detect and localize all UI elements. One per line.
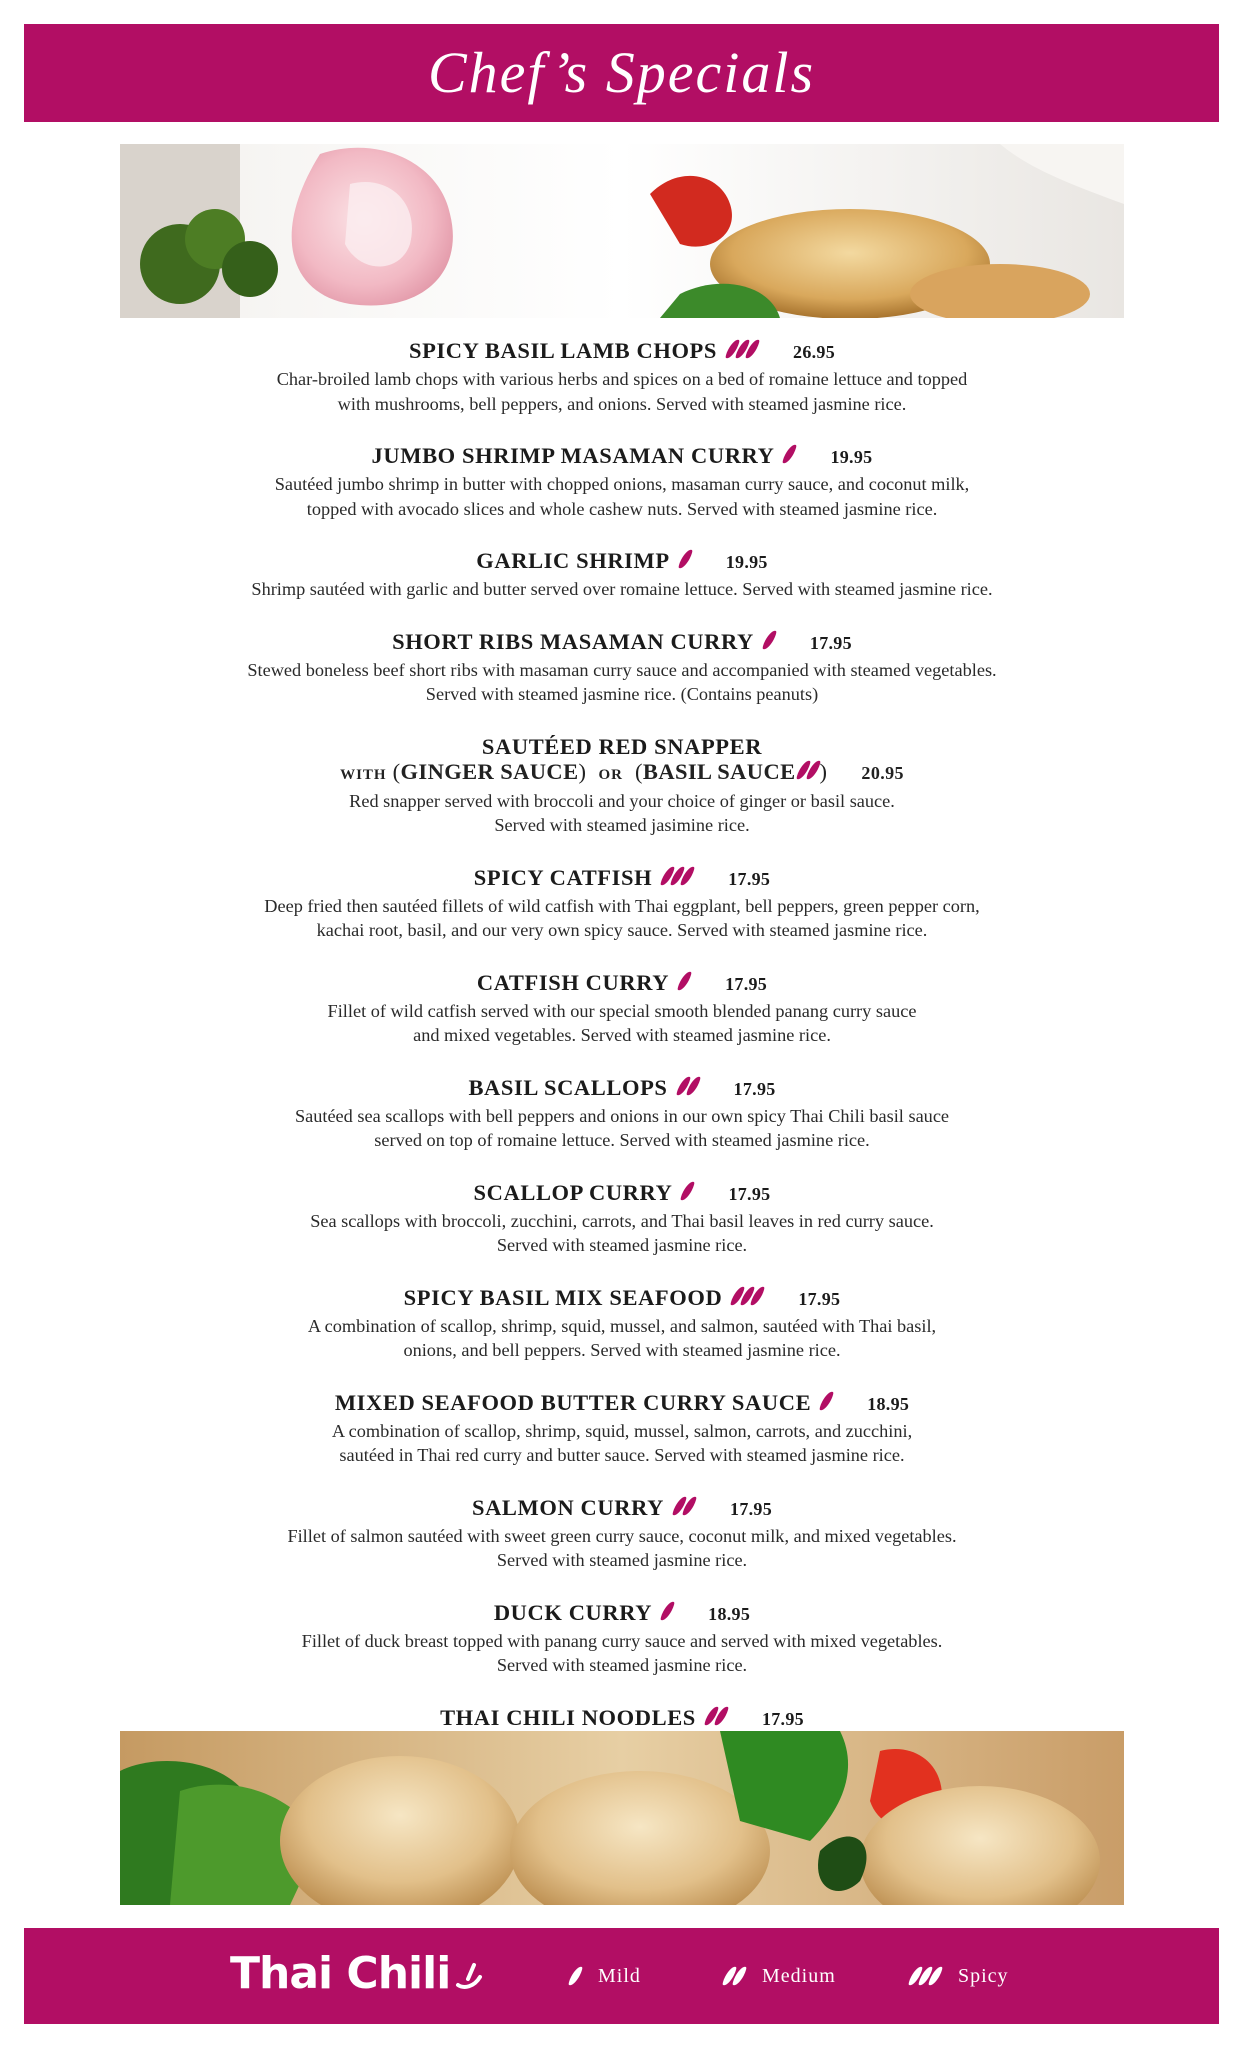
item-price: 18.95 (867, 1393, 910, 1414)
menu-item (120, 1390, 1124, 1468)
item-name: SCALLOP CURRY (473, 1179, 673, 1205)
bottom-food-photo (120, 1731, 1124, 1905)
mild-pepper-icon (572, 1930, 582, 2026)
menu-item (120, 1075, 1124, 1153)
item-name: THAI CHILI NOODLES (440, 1704, 696, 1730)
menu-item (120, 1180, 1124, 1258)
item-name: SPICY BASIL MIX SEAFOOD (403, 1284, 723, 1310)
item-sauce-options: WITH (GINGER SAUCE) OR (BASIL SAUCE ) 20.95 (120, 759, 1124, 788)
scallop-stirfry-image (120, 1731, 1124, 1905)
medium-level-icon (680, 1075, 700, 1103)
spicy-level-icon (664, 865, 694, 893)
mild-level-icon (681, 970, 691, 998)
mild-level-icon (823, 1390, 833, 1418)
item-name: JUMBO SHRIMP MASAMAN CURRY (371, 443, 775, 468)
page-title: Chef’s Specials (427, 40, 816, 105)
item-description: Sautéed jumbo shrimp in butter with chopped onions, masaman curry sauce, and coconut milk, topped with avocado slices and whole cashew nuts. Served with steamed jasmine rice. (274, 474, 970, 519)
spicy-level-icon (734, 1285, 764, 1313)
legend-mild: Mild (560, 1928, 641, 2024)
item-name: SPICY BASIL LAMB CHOPS (408, 338, 718, 363)
item-name: BASIL SCALLOPS (468, 1074, 668, 1100)
item-description: Fillet of salmon sautéed with sweet green curry sauce, coconut milk, and mixed vegetables. Served with steamed jasmine rice. (287, 1525, 957, 1570)
menu-item (120, 970, 1124, 1048)
mild-level-icon (766, 629, 776, 657)
item-description: Red snapper served with broccoli and your choice of ginger or basil sauce. Served with steamed jasimine rice. (349, 790, 895, 835)
item-price: 17.95 (798, 1288, 841, 1309)
medium-pepper-icon (726, 1930, 746, 2026)
spicy-pepper-icon (912, 1930, 942, 2026)
medium-level-icon (708, 1705, 728, 1733)
item-name: MIXED SEAFOOD BUTTER CURRY SAUCE (334, 1389, 812, 1415)
item-price: 19.95 (830, 447, 873, 467)
mild-level-icon (684, 1180, 694, 1208)
item-description: Stewed boneless beef short ribs with masaman curry sauce and accompanied with steamed vegetables. Served with steamed jasmine rice. (Contains peanuts) (247, 659, 997, 704)
item-price: 17.95 (809, 632, 852, 653)
item-price: 19.95 (725, 552, 768, 572)
item-price: 26.95 (793, 342, 836, 362)
footer-banner (24, 1928, 1219, 2024)
chili-logo-icon (454, 1961, 484, 1991)
item-price: 17.95 (761, 1708, 804, 1729)
menu-item (120, 1495, 1124, 1573)
item-name: DUCK CURRY (493, 1599, 653, 1625)
menu-item (120, 1600, 1124, 1678)
item-name: SALMON CURRY (471, 1494, 665, 1520)
item-price: 17.95 (730, 1498, 773, 1519)
legend-medium: Medium (714, 1928, 836, 2024)
item-description: Sautéed sea scallops with bell peppers and onions in our own spicy Thai Chili basil sauce served on top of romaine lettuce. Served with steamed jasmine rice. (294, 1105, 950, 1150)
item-price: 17.95 (725, 973, 768, 994)
item-description: Deep fried then sautéed fillets of wild catfish with Thai eggplant, bell peppers, green pepper corn, kachai root, basil, and our very own spicy sauce. Served with steamed jasmine rice. (264, 895, 980, 940)
medium-level-icon (676, 1495, 696, 1523)
mild-level-icon (682, 548, 692, 576)
item-name: GARLIC SHRIMP (476, 548, 670, 573)
menu-item-snapper (120, 734, 1124, 838)
menu-item (120, 548, 1124, 602)
menu-item (120, 865, 1124, 943)
item-description: A combination of scallop, shrimp, squid, mussel, salmon, carrots, and zucchini, sautéed in Thai red curry and butter sauce. Served with steamed jasmine rice. (331, 1420, 913, 1465)
mild-level-icon (786, 443, 796, 471)
item-price: 17.95 (728, 1183, 771, 1204)
scallop-dish-image (120, 144, 1124, 318)
item-name: SPICY CATFISH (473, 864, 653, 890)
header-banner (24, 24, 1219, 122)
menu-item (120, 338, 1124, 416)
menu-item (120, 629, 1124, 707)
item-name: SHORT RIBS MASAMAN CURRY (392, 628, 754, 654)
item-description: Sea scallops with broccoli, zucchini, carrots, and Thai basil leaves in red curry sauce. Served with steamed jasmine rice. (310, 1210, 934, 1255)
menu-list (120, 338, 1124, 1810)
item-description: Fillet of wild catfish served with our special smooth blended panang curry sauce and mixed vegetables. Served with steamed jasmine rice. (327, 1000, 917, 1045)
item-price: 20.95 (861, 762, 904, 783)
item-name: CATFISH CURRY (476, 969, 670, 995)
item-name: SAUTÉED RED SNAPPER (481, 733, 763, 759)
top-food-photo (120, 144, 1124, 318)
menu-item (120, 1285, 1124, 1363)
item-price: 17.95 (728, 868, 771, 889)
menu-item (120, 443, 1124, 521)
mild-level-icon (664, 1600, 674, 1628)
legend-spicy: Spicy (900, 1928, 1009, 2024)
item-description: A combination of scallop, shrimp, squid, mussel, and salmon, sautéed with Thai basil, onions, and bell peppers. Served with steamed jasmine rice. (307, 1315, 937, 1360)
thai-chili-logo: Thai Chili (230, 1946, 484, 2002)
item-description: Shrimp sautéed with garlic and butter served over romaine lettuce. Served with steamed jasmine rice. (251, 579, 993, 599)
item-price: 18.95 (708, 1603, 751, 1624)
item-description: Char-broiled lamb chops with various herbs and spices on a bed of romaine lettuce and topped with mushrooms, bell peppers, and onions. Served with steamed jasmine rice. (276, 369, 968, 414)
item-description: Fillet of duck breast topped with panang curry sauce and served with mixed vegetables. Served with steamed jasmine rice. (301, 1630, 943, 1675)
spicy-level-icon (729, 338, 759, 366)
medium-level-icon (800, 759, 820, 787)
item-price: 17.95 (733, 1078, 776, 1099)
